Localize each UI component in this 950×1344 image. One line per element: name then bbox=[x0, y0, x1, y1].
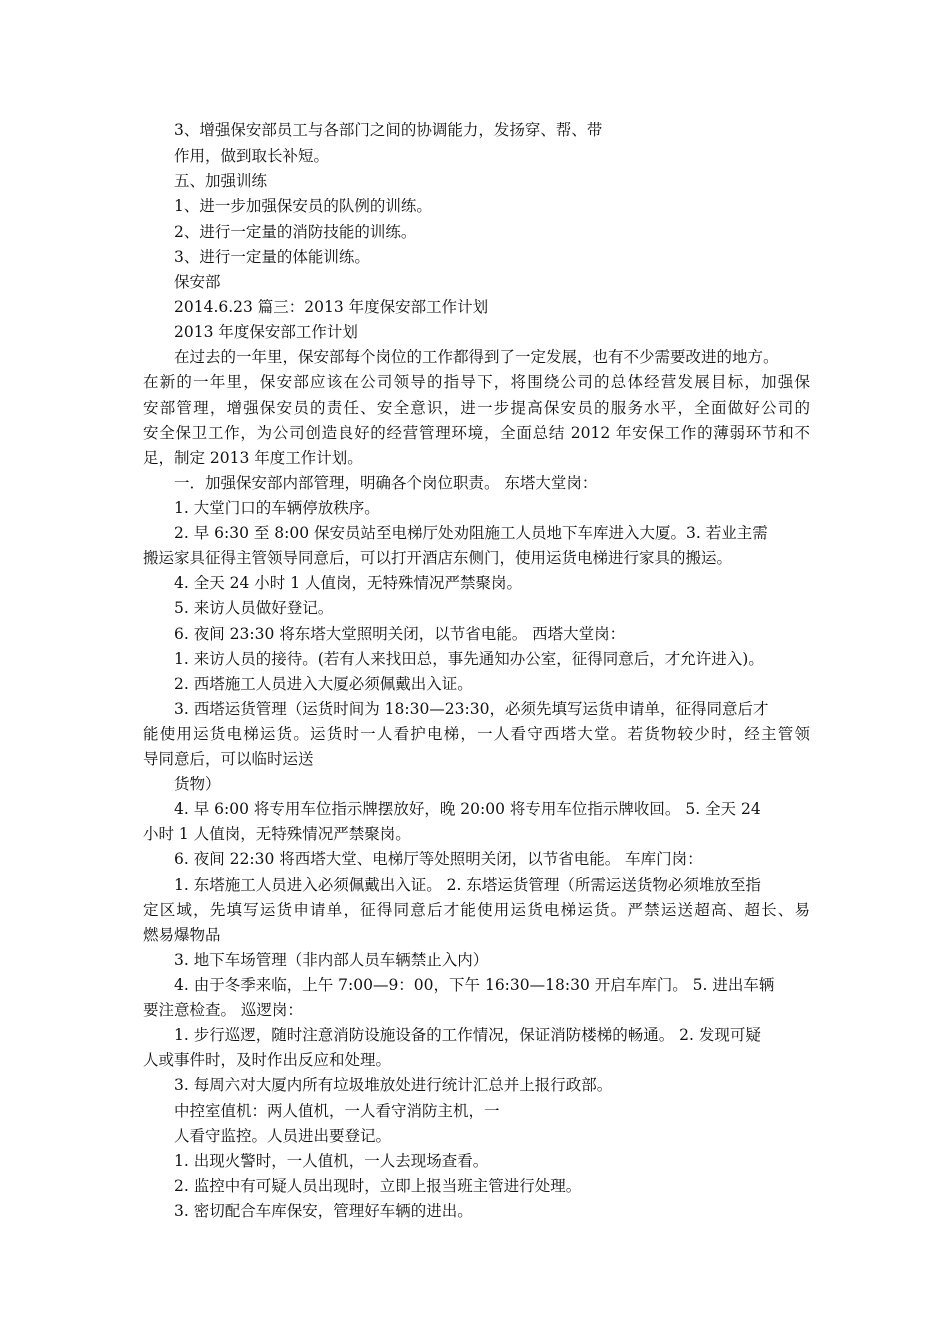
list-item: 3. 西塔运货管理（运货时间为 18:30—23:30，必须先填写运货申请单，征得同意后才 bbox=[174, 700, 769, 718]
signature-department: 保安部 bbox=[174, 273, 221, 291]
document-title: 2013 年度保安部工作计划 bbox=[174, 323, 358, 341]
paragraph-line: 在新的一年里，保安部应该在公司领导的指导下，将围绕公司的总体经营发展目标，加强保 bbox=[143, 373, 810, 391]
list-item: 6. 夜间 22:30 将西塔大堂、电梯厅等处照明关闭，以节省电能。 车库门岗： bbox=[174, 850, 703, 868]
text-line: 1、进一步加强保安员的队例的训练。 bbox=[174, 197, 432, 215]
list-item: 3. 密切配合车库保安，管理好车辆的进出。 bbox=[174, 1202, 473, 1220]
list-item: 4. 早 6:00 将专用车位指示牌摆放好，晚 20:00 将专用车位指示牌收回。 5. 全天 24 bbox=[174, 800, 761, 818]
list-item: 2. 监控中有可疑人员出现时，立即上报当班主管进行处理。 bbox=[174, 1177, 582, 1195]
list-item: 4. 由于冬季来临，上午 7:00—9：00，下午 16:30—18:30 开启车库门。 5. 进出车辆 bbox=[174, 976, 775, 994]
list-item: 搬运家具征得主管领导同意后，可以打开酒店东侧门，使用运货电梯进行家具的搬运。 bbox=[143, 549, 733, 567]
list-item: 定区域，先填写运货申请单，征得同意后才能使用运货电梯运货。严禁运送超高、超长、易 bbox=[143, 901, 810, 919]
list-item: 2. 西塔施工人员进入大厦必须佩戴出入证。 bbox=[174, 675, 473, 693]
list-item: 货物） bbox=[174, 775, 221, 793]
list-item: 能使用运货电梯运货。运货时一人看护电梯，一人看守西塔大堂。若货物较少时，经主管领 bbox=[143, 725, 810, 743]
list-item: 1. 步行巡逻，随时注意消防设施设备的工作情况，保证消防楼梯的畅通。 2. 发现可疑 bbox=[174, 1026, 761, 1044]
paragraph-line: 安全保卫工作，为公司创造良好的经营管理环境，全面总结 2012 年安保工作的薄弱环节和不 bbox=[143, 424, 810, 442]
section-heading: 一．加强保安部内部管理，明确各个岗位职责。 东塔大堂岗： bbox=[174, 474, 598, 492]
list-item: 5. 来访人员做好登记。 bbox=[174, 599, 334, 617]
list-item: 3. 地下车场管理（非内部人员车辆禁止入内） bbox=[174, 951, 489, 969]
list-item: 1. 大堂门口的车辆停放秩序。 bbox=[174, 499, 380, 517]
text-line: 作用，做到取长补短。 bbox=[174, 147, 330, 165]
paragraph-line: 在过去的一年里，保安部每个岗位的工作都得到了一定发展，也有不少需要改进的地方。 bbox=[174, 348, 779, 366]
paragraph-line: 安部管理，增强保安员的责任、安全意识，进一步提高保安员的服务水平，全面做好公司的 bbox=[143, 399, 810, 417]
list-item: 人或事件时，及时作出反应和处理。 bbox=[143, 1051, 392, 1069]
text-line: 3、增强保安部员工与各部门之间的协调能力，发扬穿、帮、带 bbox=[174, 121, 603, 139]
list-item: 燃易爆物品 bbox=[143, 926, 221, 944]
list-item: 人看守监控。人员进出要登记。 bbox=[174, 1127, 392, 1145]
text-line: 3、进行一定量的体能训练。 bbox=[174, 248, 370, 266]
list-item: 要注意检查。 巡逻岗： bbox=[143, 1001, 303, 1019]
list-item: 小时 1 人值岗，无特殊情况严禁聚岗。 bbox=[143, 825, 411, 843]
list-item: 1. 来访人员的接待。(若有人来找田总，事先通知办公室，征得同意后，才允许进入)。 bbox=[174, 650, 764, 668]
list-item: 4. 全天 24 小时 1 人值岗，无特殊情况严禁聚岗。 bbox=[174, 574, 523, 592]
list-item: 1. 出现火警时，一人值机，一人去现场查看。 bbox=[174, 1152, 489, 1170]
list-item: 6. 夜间 23:30 将东塔大堂照明关闭，以节省电能。 西塔大堂岗： bbox=[174, 625, 626, 643]
date-and-title: 2014.6.23 篇三：2013 年度保安部工作计划 bbox=[174, 298, 489, 316]
list-item: 3. 每周六对大厦内所有垃圾堆放处进行统计汇总并上报行政部。 bbox=[174, 1076, 613, 1094]
section-heading: 五、加强训练 bbox=[174, 172, 268, 190]
list-item: 导同意后，可以临时运送 bbox=[143, 750, 314, 768]
list-item: 中控室值机：两人值机，一人看守消防主机，一 bbox=[174, 1102, 500, 1120]
text-line: 2、进行一定量的消防技能的训练。 bbox=[174, 223, 417, 241]
paragraph-line: 足，制定 2013 年度工作计划。 bbox=[143, 449, 363, 467]
list-item: 1. 东塔施工人员进入必须佩戴出入证。 2. 东塔运货管理（所需运送货物必须堆放至指 bbox=[174, 876, 761, 894]
list-item: 2. 早 6:30 至 8:00 保安员站至电梯厅处劝阻施工人员地下车库进入大厦。3. 若业主需 bbox=[174, 524, 768, 542]
